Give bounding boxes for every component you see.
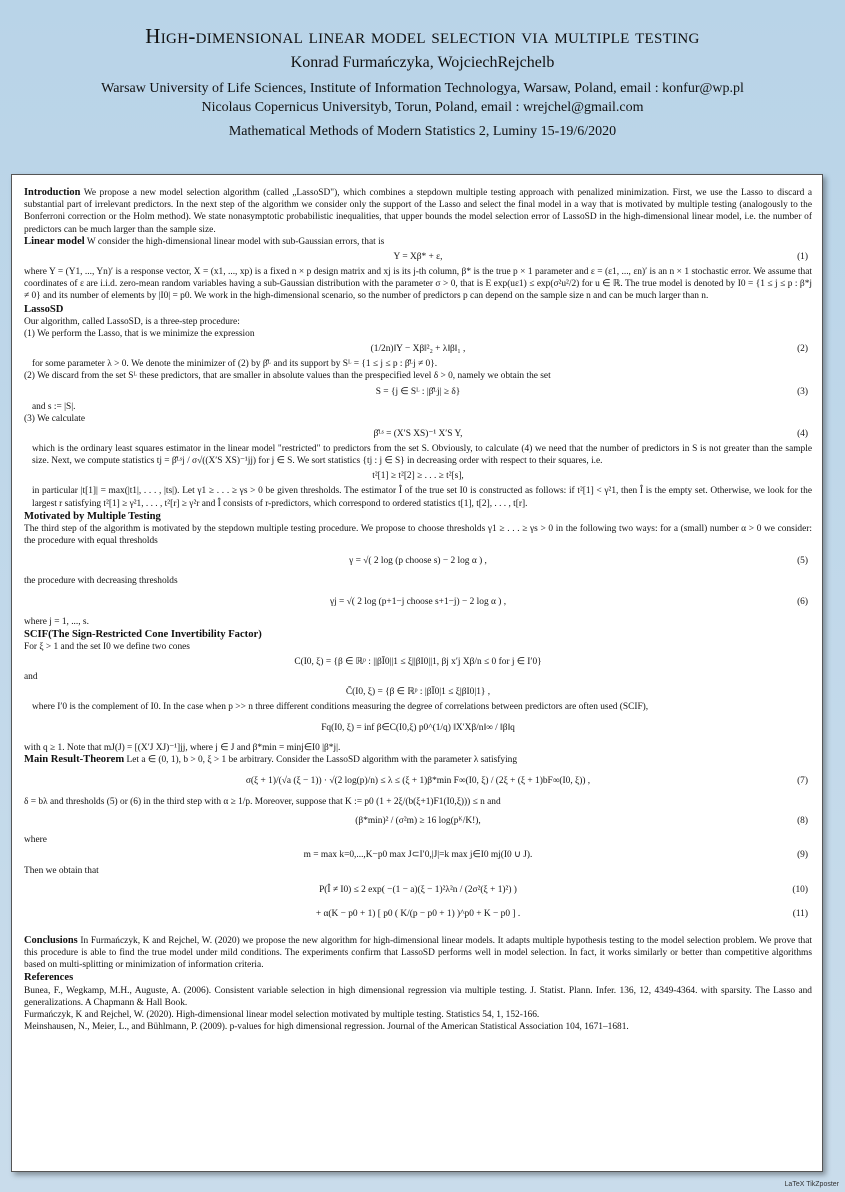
equation-1: Y = Xβ* + ε, (1) bbox=[393, 251, 808, 262]
lasso-step1b: for some parameter λ > 0. We denote the minimizer of (2) by β̂ᴸ and its support by Sᴸ = {1 ≤ j ≤ p : β̂ᴸj ≠ 0}. bbox=[32, 359, 438, 370]
lasso-heading: LassoSD bbox=[24, 303, 64, 315]
lasso-step1: (1) We perform the Lasso, that is we minimize the expression bbox=[24, 329, 255, 340]
lasso-step3c: in particular |t[1]| = max(|t1|, . . . , |ts|). Let γ1 ≥ . . . ≥ γs > 0 be given thresholds. The estimator Î of the true set I0 is constructed as follows: if t²[1] < γ²1, then Î is the empty set. Otherwise, we look for the largest r satisfying t²[1] ≥ γ²1, . . . , t²[r] ≥ γ²r and Î consists of r-predictors, which correspond to ordered statistics t[1], t[2], . . . , t[r]. bbox=[32, 486, 812, 509]
equation-4: β̂ᴸˢ = (X′S XS)⁻¹ X′S Y, (4) bbox=[373, 428, 808, 439]
affiliations bbox=[0, 79, 845, 117]
main-text-2: δ = bλ and thresholds (5) or (6) in the third step with α ≥ 1/p. Moreover, suppose that K := p0 (1 + 2ξ/(b(ξ+1)F1(I0,ξ))) ≤ n and bbox=[24, 797, 501, 808]
affiliation-1: Warsaw University of Life Sciences, Institute of Information Technologya, Warsaw, Poland, email : konfur@wp.pl bbox=[101, 81, 744, 96]
eqnum-3: (3) bbox=[797, 386, 808, 397]
eqnum-10: (10) bbox=[792, 884, 808, 895]
eqnum-2: (2) bbox=[797, 344, 808, 355]
equation-7: σ(ξ + 1)/(√a (ξ − 1)) · √(2 log(p)/n) ≤ λ ≤ (ξ + 1)β*min F∞(I0, ξ) / (2ξ + (ξ + 1)bF∞(I0, ξ)) , (7) bbox=[245, 775, 808, 786]
scif-text-3: with q ≥ 1. Note that mJ(J) = [(X′J XJ)⁻¹]jj, where j ∈ J and β*min = minj∈I0 |β*j|. bbox=[24, 742, 341, 753]
equation-3: S = {j ∈ Sᴸ : |β̂ᴸj| ≥ δ} (3) bbox=[375, 386, 808, 397]
equation-t: t²[1] ≥ t²[2] ≥ . . . ≥ t²[s], bbox=[372, 471, 464, 482]
linear-text: W consider the high-dimensional linear model with sub-Gaussian errors, that is bbox=[86, 236, 385, 247]
eqnum-11: (11) bbox=[792, 908, 808, 919]
references bbox=[24, 972, 812, 1033]
linear-heading: Linear model bbox=[24, 235, 85, 247]
conclusions-paragraph bbox=[24, 935, 812, 972]
equation-cone: C(I0, ξ) = {β ∈ ℝᵖ : ||βĪ0||1 ≤ ξ||βI0||1, βj x′j Xβ/n ≤ 0 for j ∈ I′0} bbox=[294, 657, 542, 668]
lasso-step3b: which is the ordinary least squares estimator in the linear model "restricted" to predictors from the set S. Obviously, to calculate (4) we need that the number of predictors in S is not greater than the sample size. Next, we compute statistics tj = β̂ᴸˢj / σ√((X′S XS)⁻¹jj) for j ∈ S. We sort statistics {tj : j ∈ S} in decreasing order with respect to their squares, i.e. bbox=[32, 444, 812, 467]
motivated-text-2: the procedure with decreasing thresholds bbox=[24, 576, 178, 587]
main-then: Then we obtain that bbox=[24, 865, 99, 876]
poster-title: High-dimensional linear model selection via multiple testing bbox=[145, 24, 700, 48]
scif-and: and bbox=[24, 672, 38, 683]
main-paragraph bbox=[24, 754, 812, 766]
main-text: Let a ∈ (0, 1), b > 0, ξ > 1 be arbitrary. Consider the LassoSD algorithm with the parameter λ satisfying bbox=[126, 754, 518, 765]
poster-header bbox=[0, 0, 845, 172]
eqnum-5: (5) bbox=[797, 556, 808, 567]
references-heading: References bbox=[24, 972, 74, 984]
lasso-step2: (2) We discard from the set Sᴸ these predictors, that are smaller in absolute values than the prespecified level δ > 0, namely we obtain the set bbox=[24, 371, 551, 382]
equation-2: (1/2n)‖Y − Xβ‖²₂ + λ‖β‖₁ , (2) bbox=[370, 344, 808, 355]
equation-cone-bar: C̄(I0, ξ) = {β ∈ ℝᵖ : |βĪ0|1 ≤ ξ|βI0|1} , bbox=[345, 687, 491, 698]
intro-heading: Introduction bbox=[24, 187, 81, 198]
lasso-step2b: and s := |S|. bbox=[32, 401, 76, 412]
reference-item: Furmańczyk, K and Rejchel, W. (2020). High-dimensional linear model selection motivated by multiple testing. Statistics 54, 1, 152-166. bbox=[24, 1009, 540, 1020]
content-panel bbox=[11, 174, 823, 1172]
equation-11: + α(K − p0 + 1) [ p0 ( K/(p − p0 + 1) )^p0 + K − p0 ] . (11) bbox=[315, 908, 808, 919]
equation-9: m = max k=0,...,K−p0 max J⊂I′0,|J|=k max j∈I0 mj(I0 ∪ J). (9) bbox=[303, 850, 808, 861]
scif-heading: SCIF(The Sign-Restricted Cone Invertibility Factor) bbox=[24, 628, 262, 640]
motivated-text-3: where j = 1, ..., s. bbox=[24, 616, 89, 627]
conclusions-text: In Furmańczyk, K and Rejchel, W. (2020) we propose the new algorithm for high-dimensional linear models. It adapts multiple hypothesis testing to the model selection problem. We prove that this procedure is able to find the true model under mild conditions. The experiments confirm that LassoSD performs well in model selection. In fact, it works similarly or better than competitive algorithms based on multi-splitting or minimization of information criteria. bbox=[24, 935, 812, 971]
eqnum-9: (9) bbox=[797, 850, 808, 861]
scif-text-2: where I′0 is the complement of I0. In the case when p >> n three different conditions measuring the degree of correlations between predictors are often used (SCIF), bbox=[32, 702, 649, 713]
lasso-intro: Our algorithm, called LassoSD, is a three-step procedure: bbox=[24, 316, 240, 327]
equation-F: Fq(I0, ξ) = inf β∈C(I0,ξ) p0^(1/q) ‖X′Xβ/n‖∞ / ‖β‖q bbox=[321, 722, 515, 733]
eqnum-4: (4) bbox=[797, 428, 808, 439]
scif-text: For ξ > 1 and the set I0 we define two cones bbox=[24, 642, 190, 653]
linear-paragraph bbox=[24, 236, 812, 248]
motivated-text: The third step of the algorithm is motivated by the stepdown multiple testing procedure. We propose to choose thresholds γ1 ≥ . . . ≥ γs > 0 in the following two ways: for a (small) number α > 0 we consider: the procedure with equal thresholds bbox=[24, 524, 812, 547]
eqnum-7: (7) bbox=[797, 775, 808, 786]
reference-item: Bunea, F., Wegkamp, M.H., Auguste, A. (2006). Consistent variable selection in high dimensional regression via multiple testing. J. Statist. Plann. Infer. 136, 12, 4349-4364. with sparsity. The Lasso and generalizations. A Chapmann & Hall Book. bbox=[24, 985, 812, 1008]
equation-8: (β*min)² / (σ²m) ≥ 16 log(pᴷ/K!), (8) bbox=[355, 816, 808, 827]
eqnum-6: (6) bbox=[797, 596, 808, 607]
eqnum-1: (1) bbox=[797, 251, 808, 262]
authors: Konrad Furmańczyka, WojciechRejchelb bbox=[290, 54, 555, 71]
linear-text-2: where Y = (Y1, ..., Yn)′ is a response vector, X = (x1, ..., xp) is a fixed n × p design matrix and xj is its j-th column, β* is the true p × 1 parameter and ε = (ε1, ..., εn)′ is an n × 1 stochastic error. We assume that coordinates of ε are i.i.d. zero-mean random variables having a sub-Gaussian distribution with the parameter σ > 0, that is E exp(uε1) ≤ exp(σ²u²/2) for u ∈ ℝ. The true model is denoted by I0 = {1 ≤ j ≤ p : β*j ≠ 0} and its number of elements by |I0| = p0. We work in the high-dimensional scenario, so the number of predictors p can depend on the sample size n and can be much larger than n. bbox=[24, 267, 812, 302]
main-heading: Main Result-Theorem bbox=[24, 753, 125, 765]
tikzposter-credit: LaTeX TikZposter bbox=[784, 1181, 839, 1188]
equation-5: γ = √( 2 log (p choose s) − 2 log α ) , (5) bbox=[349, 556, 808, 567]
reference-item: Meinshausen, N., Meier, L., and Bühlmann, P. (2009). p-values for high dimensional regression. Journal of the American Statistical Association 104, 1671–1681. bbox=[24, 1022, 629, 1033]
motivated-heading: Motivated by Multiple Testing bbox=[24, 510, 161, 522]
equation-6: γj = √( 2 log (p+1−j choose s+1−j) − 2 log α ) , (6) bbox=[329, 596, 808, 607]
conclusions-heading: Conclusions bbox=[24, 934, 78, 946]
eqnum-8: (8) bbox=[797, 816, 808, 827]
main-where: where bbox=[24, 835, 47, 846]
equation-10: P(Î ≠ I0) ≤ 2 exp( −(1 − a)(ξ − 1)²λ²n / (2σ²(ξ + 1)²) ) (10) bbox=[319, 884, 808, 895]
conference: Mathematical Methods of Modern Statistics 2, Luminy 15-19/6/2020 bbox=[228, 124, 617, 139]
lasso-step3: (3) We calculate bbox=[24, 413, 86, 424]
intro-paragraph bbox=[24, 187, 812, 236]
affiliation-2: Nicolaus Copernicus Universityb, Torun, Poland, email : wrejchel@gmail.com bbox=[201, 100, 644, 115]
intro-text: We propose a new model selection algorithm (called „LassoSD"), which combines a stepdown multiple testing approach with penalized minimization. First, we use the Lasso to discard a substantial part of irrelevant predictors. In the next step of the algorithm we consider only the support of the Lasso and select the final model in a way that is motivated by multiple testing (analogously to the Bonferroni correction or the Holm method). We state nonasymptotic probabilistic inequalities, that upper bounds the model selection error of LassoSD in the high-dimensional linear model, i.e. the number of predictors can be much larger than the sample size. bbox=[24, 188, 812, 235]
